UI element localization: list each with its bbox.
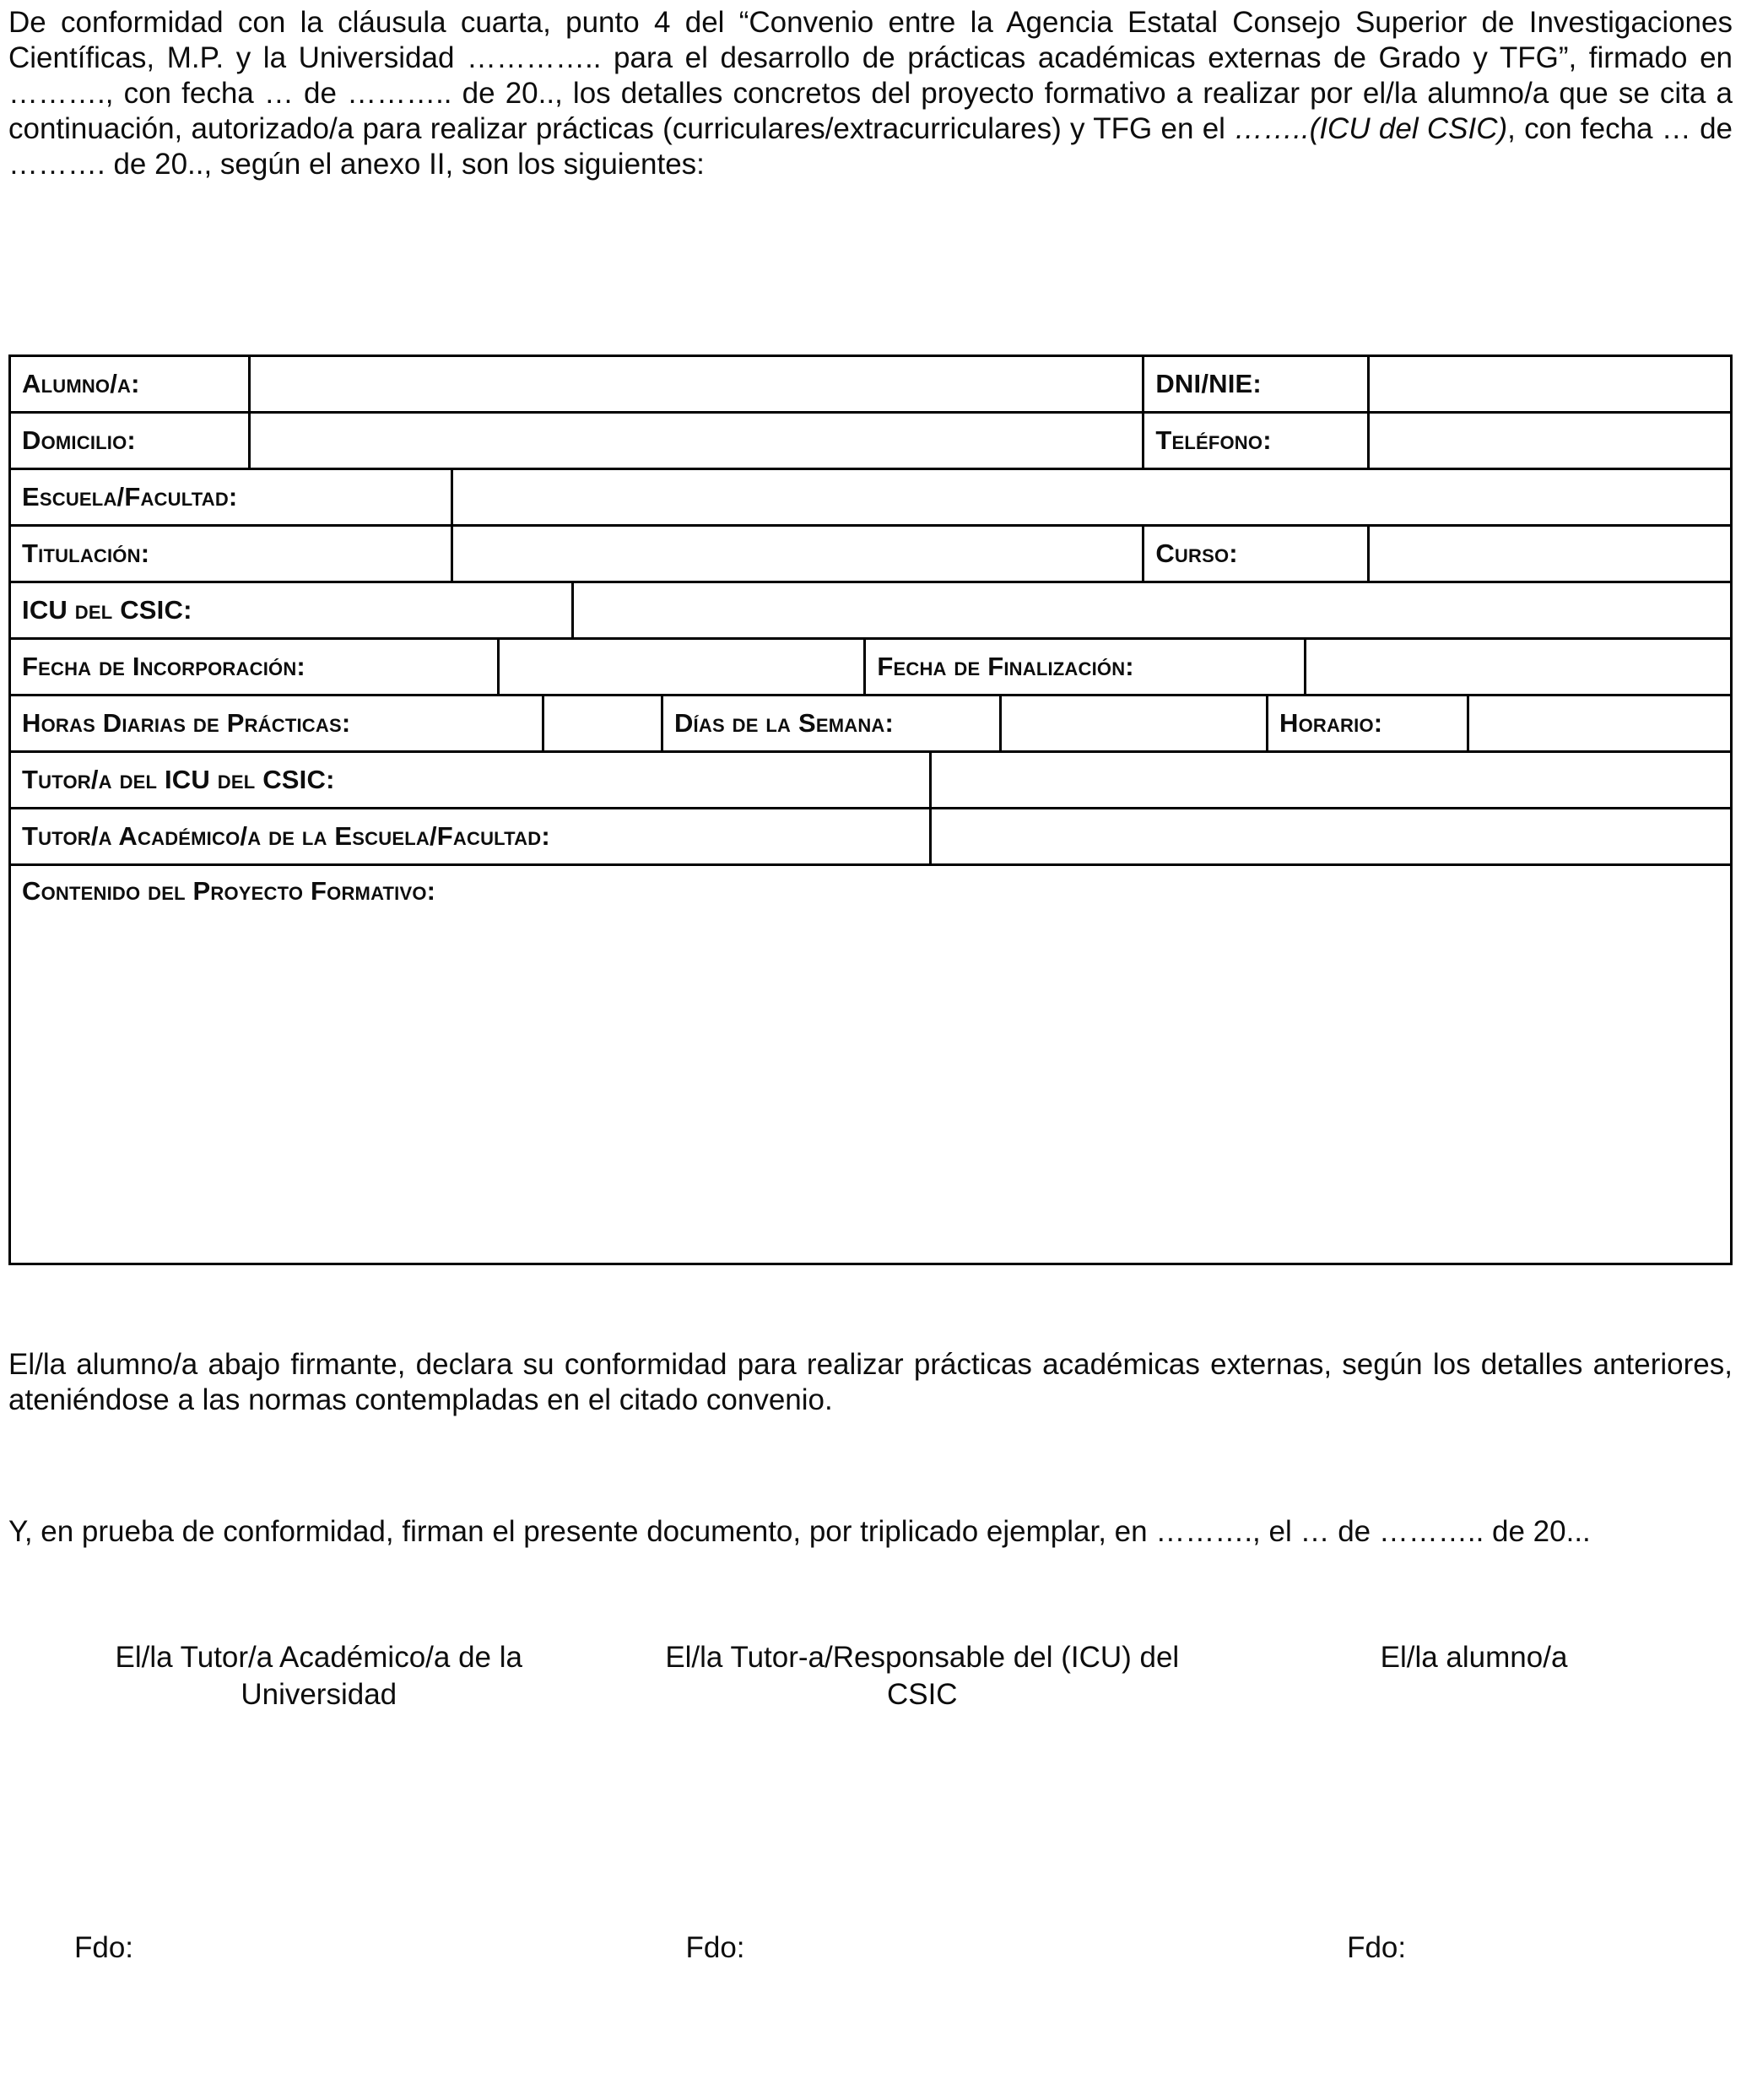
table-row-horario [11,694,1730,750]
dni-nie-label: DNI/NIE: [1142,357,1367,411]
dias-semana-field[interactable] [999,696,1266,750]
signature-column-tutor-csic [629,1639,1215,1713]
domicilio-label: Domicilio: [22,425,136,455]
alumno-label: Alumno/a: [22,369,140,398]
signature-title-alumno: El/la alumno/a [1380,1641,1568,1674]
declaration-paragraph: El/la alumno/a abajo firmante, declara su conformidad para realizar prácticas académicas externas, según los detalles anteriores, ateniéndose a las normas contempladas en el citado convenio. [8,1348,1733,1416]
table-row-domicilio [11,411,1730,468]
titulacion-label: Titulación: [22,539,150,568]
table-row-escuela-facultad [11,468,1730,524]
table-row-contenido [11,863,1730,1263]
escuela-facultad-field[interactable] [451,470,1730,524]
fdo-label-alumno: Fdo: [1347,1931,1407,1964]
table-row-tutor-academico [11,807,1730,863]
curso-label: Curso: [1142,527,1367,581]
tutor-icu-field[interactable] [929,753,1730,807]
signature-headers [8,1639,1733,1713]
table-row-tutor-icu [11,750,1730,807]
signature-column-alumno [1215,1639,1733,1713]
signature-title-tutor-csic: El/la Tutor-a/Responsable del (ICU) del CSIC [665,1641,1180,1711]
icu-csic-field[interactable] [571,583,1730,637]
tutor-academico-label: Tutor/a Académico/a de la Escuela/Facultad: [22,821,550,851]
escuela-facultad-label: Escuela/Facultad: [22,482,238,511]
table-row-titulacion [11,524,1730,581]
horario-label: Horario: [1266,696,1467,750]
fecha-incorporacion-field[interactable] [497,640,863,694]
fecha-finalizacion-field[interactable] [1304,640,1730,694]
fdo-label-tutor-universidad: Fdo: [74,1931,134,1964]
signature-title-tutor-universidad: El/la Tutor/a Académico/a de la Universidad [115,1641,522,1711]
fecha-finalizacion-label: Fecha de Finalización: [863,640,1303,694]
table-row-fechas [11,637,1730,694]
table-row-alumno [11,357,1730,411]
telefono-field[interactable] [1367,414,1730,468]
domicilio-field[interactable] [248,414,1142,468]
signature-column-tutor-universidad [8,1639,629,1713]
fdo-label-tutor-csic: Fdo: [685,1931,745,1964]
closing-paragraph: Y, en prueba de conformidad, firman el presente documento, por triplicado ejemplar, en ………., el … de ……….. de 20... [8,1515,1591,1548]
alumno-field[interactable] [248,357,1142,411]
intro-text-part1: De conformidad con la cláusula cuarta, punto 4 del “Convenio entre la Agencia Estatal Consejo Superior de Investigaciones Científicas, M.P. y la Universidad ………….. para el desarrollo de prácticas académicas externas de Grado y TFG”, firmado en ………., con fecha … de ……….. de 20.., los detalles concretos del proyecto formativo a realizar por el/la alumno/a que se cita a continuación, autorizado/a para realizar prácticas (curriculares/extracurriculares) y TFG en el [8,6,1733,145]
horario-field[interactable] [1467,696,1730,750]
tutor-academico-field[interactable] [929,809,1730,863]
contenido-proyecto-field[interactable] [11,866,1730,1263]
intro-text-italic: ……..(ICU del CSIC) [1234,112,1508,145]
contenido-proyecto-label: Contenido del Proyecto Formativo: [22,876,436,906]
horas-diarias-field[interactable] [542,696,661,750]
fecha-incorporacion-label: Fecha de Incorporación: [22,652,305,681]
tutor-icu-label: Tutor/a del ICU del CSIC: [22,765,335,794]
fdo-row [8,1930,1733,1967]
intro-paragraph [8,5,1733,182]
titulacion-field[interactable] [451,527,1142,581]
table-row-icu-csic [11,581,1730,637]
horas-diarias-label: Horas Diarias de Prácticas: [22,708,351,738]
curso-field[interactable] [1367,527,1730,581]
icu-csic-label: ICU del CSIC: [22,595,192,625]
telefono-label: Teléfono: [1142,414,1367,468]
practicum-details-table [8,355,1733,1265]
intro-text-part2: , con fecha … de ………. de 20.., según el anexo II, son los siguientes: [8,112,1733,181]
dni-nie-field[interactable] [1367,357,1730,411]
dias-semana-label: Días de la Semana: [661,696,999,750]
